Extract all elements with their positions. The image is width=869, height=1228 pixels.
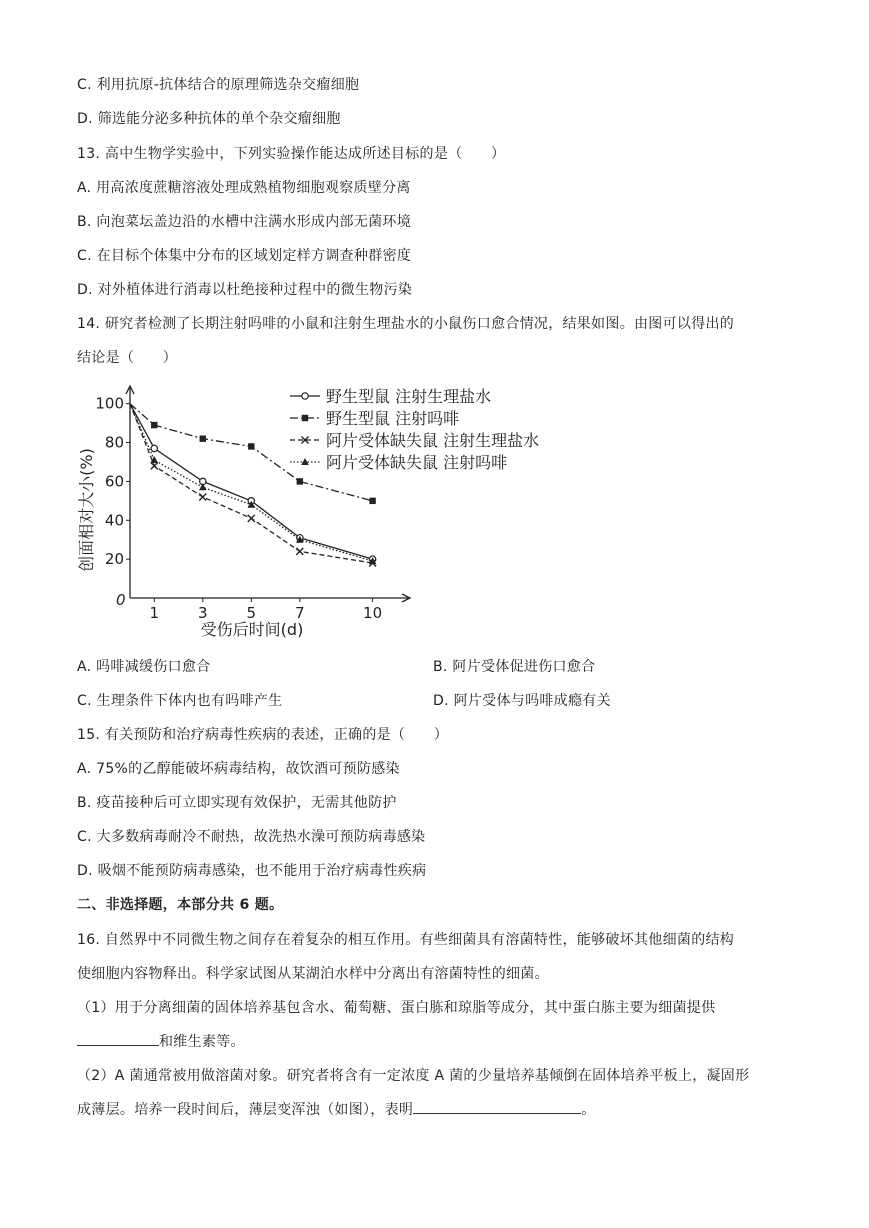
q15-option-b: B. 疫苗接种后可立即实现有效保护，无需其他防护 — [77, 795, 397, 811]
q13-option-a: A. 用高浓度蔗糖溶液处理成熟植物细胞观察质壁分离 — [77, 180, 411, 196]
legend-label-2: 野生型鼠 注射吗啡 — [326, 409, 460, 428]
legend-marker-1 — [302, 393, 308, 399]
data-point-2 — [369, 498, 375, 504]
legend-label-3: 阿片受体缺失鼠 注射生理盐水 — [326, 431, 540, 450]
y-axis-label: 创面相对大小(%) — [77, 448, 96, 572]
legend-label-4: 阿片受体缺失鼠 注射吗啡 — [326, 453, 508, 472]
legend-marker-2 — [302, 415, 308, 421]
option-d: D. 筛选能分泌多种抗体的单个杂交瘤细胞 — [77, 111, 341, 127]
question-14: 14. 研究者检测了长期注射吗啡的小鼠和注射生理盐水的小鼠伤口愈合情况，结果如图。由图可以得出的 — [77, 316, 735, 332]
q14-option-c: C. 生理条件下体内也有吗啡产生 — [77, 693, 283, 709]
x-tick-label: 5 — [246, 604, 257, 622]
chart-ticks — [95, 395, 382, 622]
answer-blank-1[interactable] — [77, 1031, 159, 1046]
q15-option-c: C. 大多数病毒耐冷不耐热，故洗热水澡可预防病毒感染 — [77, 829, 426, 845]
wound-healing-chart — [72, 380, 572, 642]
answer-blank-2[interactable] — [413, 1099, 581, 1114]
q16-part-2-cont — [77, 1099, 596, 1119]
data-point-2 — [297, 478, 303, 484]
q14-option-d: D. 阿片受体与吗啡成瘾有关 — [433, 693, 611, 709]
question-15: 15. 有关预防和治疗病毒性疾病的表述，正确的是（ ） — [77, 727, 449, 743]
q14-option-b: B. 阿片受体促进伤口愈合 — [433, 659, 596, 675]
question-16: 16. 自然界中不同微生物之间存在着复杂的相互作用。有些细菌具有溶菌特性，能够破坏其他细菌的结构 — [77, 932, 735, 948]
q16-part-1-tail: 和维生素等。 — [159, 1034, 245, 1050]
x-tick-label: 10 — [363, 604, 383, 622]
data-point-4 — [199, 483, 207, 490]
section-2-heading: 二、非选择题，本部分共 6 题。 — [77, 897, 284, 913]
data-point-3 — [248, 515, 255, 522]
data-point-1 — [151, 445, 157, 451]
q15-option-a: A. 75%的乙醇能破坏病毒结构，故饮酒可预防感染 — [77, 761, 400, 777]
x-tick-label: 1 — [149, 604, 160, 622]
data-point-3 — [296, 548, 303, 555]
data-point-3 — [199, 493, 206, 500]
q16-part-1: （1）用于分离细菌的固体培养基包含水、葡萄糖、蛋白胨和琼脂等成分，其中蛋白胨主要为细菌提供 — [77, 1000, 716, 1016]
q16-part-1-cont — [77, 1031, 245, 1051]
data-point-2 — [200, 435, 206, 441]
y-tick-label: 100 — [95, 394, 124, 413]
data-point-2 — [151, 422, 157, 428]
origin-label: 0 — [116, 591, 126, 609]
option-c: C. 利用抗原-抗体结合的原理筛选杂交瘤细胞 — [77, 77, 360, 93]
q13-option-d: D. 对外植体进行消毒以杜绝接种过程中的微生物污染 — [77, 282, 413, 298]
legend-label-1: 野生型鼠 注射生理盐水 — [326, 387, 492, 406]
q16-part-2-text: 成薄层。培养一段时间后，薄层变浑浊（如图），表明 — [77, 1102, 414, 1118]
y-tick-label: 20 — [104, 550, 124, 569]
question-16-cont: 使细胞内容物释出。科学家试图从某湖泊水样中分离出有溶菌特性的细菌。 — [77, 966, 549, 982]
data-point-3 — [151, 462, 158, 469]
question-13: 13. 高中生物学实验中，下列实验操作能达成所述目标的是（ ） — [77, 146, 506, 162]
q16-part-2: （2）A 菌通常被用做溶菌对象。研究者将含有一定浓度 A 菌的少量培养基倾倒在固体培养平板上，凝固形 — [77, 1068, 750, 1084]
x-tick-label: 3 — [198, 604, 208, 622]
x-tick-label: 7 — [295, 604, 305, 622]
q14-option-a: A. 吗啡减缓伤口愈合 — [77, 659, 211, 675]
q15-option-d: D. 吸烟不能预防病毒感染，也不能用于治疗病毒性疾病 — [77, 863, 427, 879]
data-point-2 — [248, 443, 254, 449]
q13-option-b: B. 向泡菜坛盖边沿的水槽中注满水形成内部无菌环境 — [77, 214, 412, 230]
q16-part-2-tail: 。 — [581, 1102, 596, 1118]
y-tick-label: 80 — [104, 433, 124, 452]
q13-option-c: C. 在目标个体集中分布的区域划定样方调查种群密度 — [77, 248, 412, 264]
chart-plot — [130, 404, 376, 567]
x-axis-label: 受伤后时间(d) — [200, 620, 304, 639]
question-14-cont: 结论是（ ） — [77, 350, 178, 366]
chart-legend — [290, 387, 539, 472]
y-tick-label: 40 — [104, 511, 124, 530]
y-tick-label: 60 — [104, 472, 124, 491]
